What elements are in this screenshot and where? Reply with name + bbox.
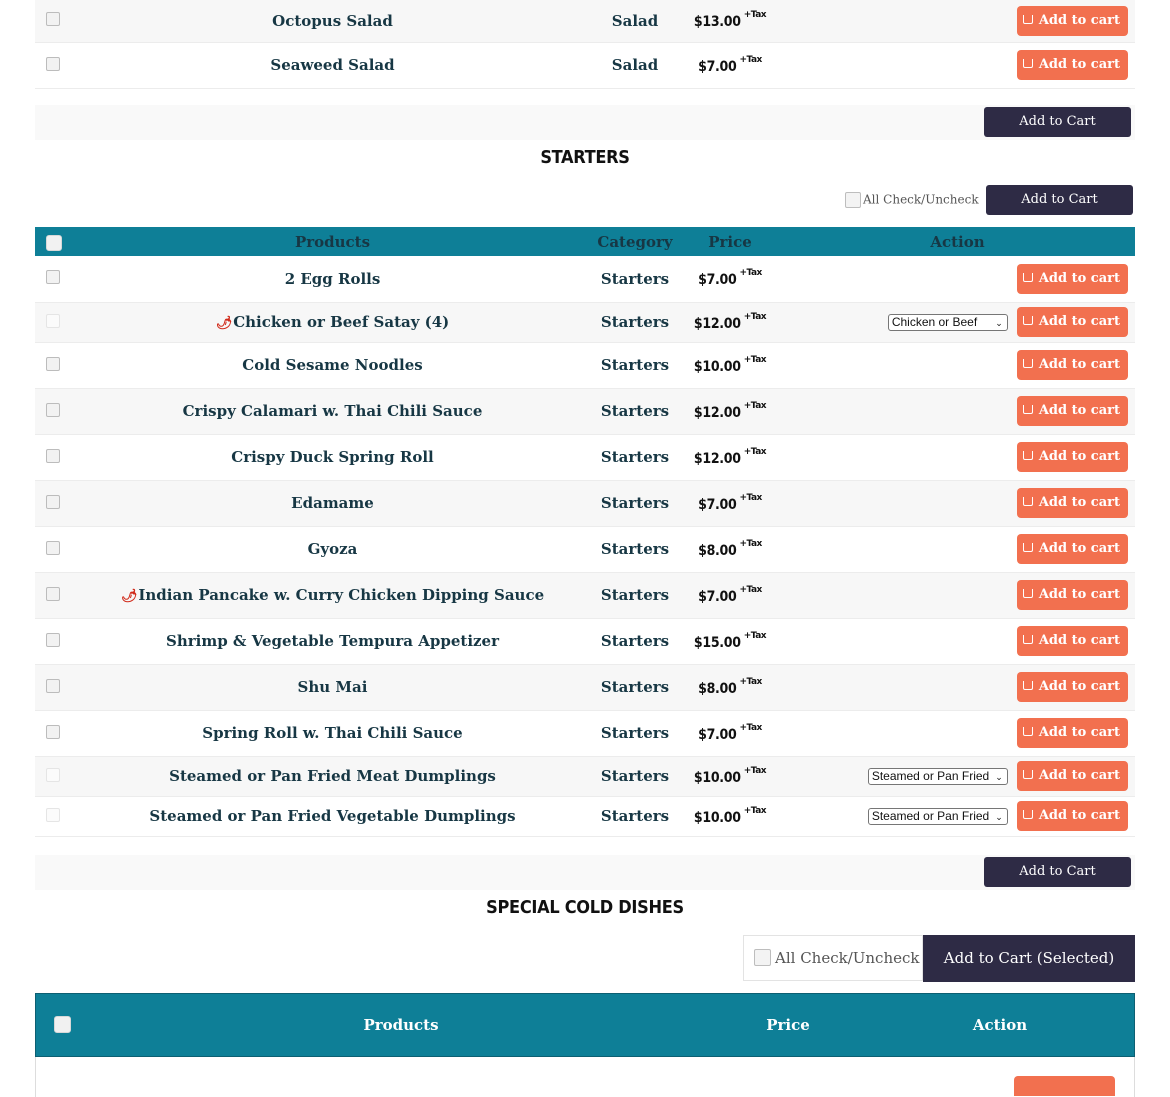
add-to-cart-label: Add to cart — [1038, 57, 1120, 72]
table-row — [35, 256, 1135, 302]
product-category: Starters — [600, 767, 670, 785]
row-checkbox[interactable] — [46, 808, 60, 822]
tax-note: +Tax — [743, 446, 767, 457]
cart-icon — [1023, 727, 1033, 736]
product-category: Starters — [600, 494, 670, 512]
row-action — [780, 0, 1135, 42]
cart-icon — [1023, 359, 1033, 368]
add-to-cart-button[interactable] — [1017, 488, 1128, 518]
add-to-cart-button[interactable] — [1017, 718, 1128, 748]
add-to-cart-label: Add to cart — [1038, 495, 1120, 510]
product-name — [75, 572, 590, 618]
add-to-cart-label: Add to cart — [1038, 403, 1120, 418]
product-name — [75, 618, 590, 664]
product-price — [680, 302, 780, 342]
special-check-all-label: All Check/Uncheck — [775, 949, 920, 967]
cart-icon — [1023, 15, 1033, 24]
price-amount: $7.00 — [698, 58, 737, 75]
add-to-cart-label: Add to cart — [1038, 768, 1120, 783]
option-select[interactable] — [868, 808, 1008, 825]
tax-note: +Tax — [739, 676, 762, 687]
special-check-all-checkbox[interactable] — [754, 949, 771, 966]
cart-icon — [1023, 451, 1033, 460]
row-action — [780, 302, 1135, 342]
table-row — [35, 664, 1135, 710]
price-amount: $10.00 — [693, 769, 741, 786]
product-name-text: Cold Sesame Noodles — [242, 356, 423, 374]
add-to-cart-button[interactable] — [1017, 50, 1128, 80]
row-checkbox[interactable] — [46, 314, 60, 328]
row-checkbox[interactable] — [46, 633, 60, 647]
product-price — [680, 710, 780, 756]
table-row — [35, 710, 1135, 756]
product-price — [680, 434, 780, 480]
row-checkbox[interactable] — [46, 541, 60, 555]
row-action — [780, 710, 1135, 756]
special-add-to-cart-button[interactable] — [1014, 1076, 1115, 1096]
special-col-products: Products — [363, 1016, 439, 1034]
starters-table-wrap — [35, 227, 1135, 837]
product-price — [680, 42, 780, 88]
table-row — [35, 388, 1135, 434]
add-selected-button[interactable]: Add to Cart (Selected) — [984, 107, 1131, 137]
product-name-text: Indian Pancake w. Curry Chicken Dipping Sauce — [138, 586, 545, 604]
product-price — [680, 480, 780, 526]
row-action — [780, 756, 1135, 796]
table-row — [35, 618, 1135, 664]
table-row — [35, 480, 1135, 526]
tax-note: +Tax — [739, 538, 762, 549]
table-row — [35, 0, 1135, 42]
starters-check-all[interactable] — [845, 192, 979, 208]
price-amount: $7.00 — [698, 496, 737, 513]
cart-icon — [1023, 770, 1033, 779]
product-category: Starters — [600, 402, 670, 420]
row-action — [780, 388, 1135, 434]
row-action — [780, 618, 1135, 664]
product-name — [75, 388, 590, 434]
section-title-starters: STARTERS — [540, 147, 630, 168]
price-amount: $8.00 — [698, 680, 737, 697]
product-name-text: Edamame — [291, 494, 374, 512]
product-price — [680, 618, 780, 664]
product-price — [680, 388, 780, 434]
product-name — [75, 526, 590, 572]
chevron-down-icon: ⌄ — [995, 771, 1003, 782]
tax-note: +Tax — [743, 10, 767, 21]
product-category: Starters — [600, 356, 670, 374]
price-amount: $12.00 — [693, 315, 741, 332]
table-row — [35, 526, 1135, 572]
product-category: Starters — [600, 448, 670, 466]
add-to-cart-button[interactable] — [1017, 307, 1128, 337]
product-name-text: Spring Roll w. Thai Chili Sauce — [202, 724, 463, 742]
add-to-cart-button[interactable] — [1017, 350, 1128, 380]
add-to-cart-label: Add to cart — [1038, 357, 1120, 372]
row-checkbox[interactable] — [46, 495, 60, 509]
product-name-text: Gyoza — [307, 540, 358, 558]
table-row — [35, 572, 1135, 618]
chili-pepper-icon: 🌶 — [120, 589, 138, 604]
product-name-text: Shu Mai — [297, 678, 368, 696]
cart-icon — [1023, 405, 1033, 414]
row-checkbox[interactable] — [46, 12, 60, 26]
price-amount: $13.00 — [693, 14, 741, 31]
price-amount: $12.00 — [693, 450, 741, 467]
add-to-cart-label: Add to cart — [1038, 541, 1120, 556]
price-amount: $7.00 — [698, 272, 737, 289]
table-row — [35, 42, 1135, 88]
product-name-text: Octopus Salad — [272, 11, 393, 30]
add-to-cart-label: Add to cart — [1038, 679, 1120, 694]
add-to-cart-label: Add to cart — [1038, 808, 1120, 823]
option-select[interactable] — [888, 314, 1008, 331]
col-action: Action — [930, 232, 985, 251]
tax-note: +Tax — [739, 268, 762, 279]
starters-add-selected-button[interactable]: Add to Cart (Selected) — [986, 185, 1133, 215]
product-name-text: Steamed or Pan Fried Vegetable Dumplings — [149, 807, 516, 825]
check-all-label: All Check/Uncheck — [863, 192, 979, 207]
price-amount: $15.00 — [693, 634, 741, 651]
row-checkbox[interactable] — [46, 270, 60, 284]
row-checkbox[interactable] — [46, 357, 60, 371]
product-category: Salad — [611, 11, 659, 30]
row-checkbox[interactable] — [46, 679, 60, 693]
row-checkbox[interactable] — [46, 768, 60, 782]
add-to-cart-label: Add to cart — [1038, 314, 1120, 329]
add-to-cart-button[interactable] — [1017, 6, 1128, 36]
chili-pepper-icon: 🌶 — [215, 316, 233, 331]
product-price — [680, 664, 780, 710]
product-category: Starters — [600, 724, 670, 742]
cart-icon — [1023, 316, 1033, 325]
product-price — [680, 526, 780, 572]
product-category: Starters — [600, 586, 670, 604]
tax-note: +Tax — [739, 722, 762, 733]
product-category: Starters — [600, 632, 670, 650]
row-checkbox[interactable] — [46, 587, 60, 601]
tax-note: +Tax — [743, 400, 767, 411]
product-name — [75, 796, 590, 836]
row-checkbox[interactable] — [46, 449, 60, 463]
option-select-value: Chicken or Beef — [891, 314, 978, 329]
col-price: Price — [708, 232, 752, 251]
add-to-cart-button[interactable] — [1017, 580, 1128, 610]
row-action — [780, 480, 1135, 526]
tax-note: +Tax — [739, 54, 762, 65]
product-name — [75, 256, 590, 302]
product-name-text: Chicken or Beef Satay (4) — [233, 313, 450, 331]
product-name — [75, 710, 590, 756]
price-amount: $8.00 — [698, 542, 737, 559]
product-name — [75, 664, 590, 710]
salad-table — [35, 0, 1135, 89]
row-checkbox[interactable] — [46, 403, 60, 417]
product-category: Starters — [600, 540, 670, 558]
tax-note: +Tax — [743, 805, 767, 816]
check-all-checkbox[interactable] — [845, 192, 861, 208]
starters-bottom-add-selected-button[interactable]: Add to Cart (Selected) — [984, 857, 1131, 887]
row-checkbox[interactable] — [46, 57, 60, 71]
special-table-header — [35, 993, 1135, 1057]
row-action — [780, 434, 1135, 480]
price-amount: $7.00 — [698, 726, 737, 743]
row-checkbox[interactable] — [46, 725, 60, 739]
product-category: Starters — [600, 678, 670, 696]
option-select[interactable] — [868, 768, 1008, 785]
row-action — [780, 796, 1135, 836]
price-amount: $12.00 — [693, 404, 741, 421]
product-category: Starters — [600, 807, 670, 825]
product-price — [680, 342, 780, 388]
add-to-cart-button[interactable] — [1017, 672, 1128, 702]
product-category: Starters — [600, 269, 670, 288]
row-action — [780, 256, 1135, 302]
special-first-row — [35, 1057, 1135, 1097]
col-category: Category — [597, 232, 673, 251]
add-to-cart-button[interactable] — [1017, 801, 1128, 831]
add-to-cart-label: Add to cart — [1038, 12, 1120, 28]
row-action — [780, 342, 1135, 388]
product-name-text: Crispy Calamari w. Thai Chili Sauce — [182, 402, 483, 420]
price-amount: $10.00 — [693, 809, 741, 826]
table-row — [35, 434, 1135, 480]
product-name-text: Crispy Duck Spring Roll — [231, 448, 434, 466]
product-name — [75, 480, 590, 526]
option-select-value: Steamed or Pan Fried — [871, 768, 990, 783]
product-category: Salad — [611, 56, 659, 74]
product-category: Starters — [600, 313, 670, 331]
special-check-all-box[interactable] — [743, 935, 923, 981]
product-price — [680, 572, 780, 618]
add-to-cart-label: Add to cart — [1038, 633, 1120, 648]
tax-note: +Tax — [739, 492, 762, 503]
product-name — [75, 42, 590, 88]
table-row — [35, 796, 1135, 836]
table-row — [35, 342, 1135, 388]
starters-table-header — [35, 227, 1135, 256]
table-row — [35, 756, 1135, 796]
tax-note: +Tax — [743, 311, 767, 322]
product-name-text: Shrimp & Vegetable Tempura Appetizer — [166, 632, 499, 650]
col-products: Products — [294, 232, 371, 251]
add-to-cart-button[interactable] — [1017, 442, 1128, 472]
add-to-cart-button[interactable] — [1017, 534, 1128, 564]
row-action — [780, 664, 1135, 710]
cart-icon — [1023, 543, 1033, 552]
product-name — [75, 756, 590, 796]
product-name — [75, 302, 590, 342]
add-to-cart-label: Add to cart — [1038, 587, 1120, 602]
product-name-text: Seaweed Salad — [270, 56, 395, 74]
product-price — [680, 756, 780, 796]
tax-note: +Tax — [743, 765, 767, 776]
special-col-price: Price — [766, 1016, 810, 1034]
salad-table-tail — [35, 0, 1135, 89]
special-header-checkbox[interactable] — [54, 1016, 71, 1033]
row-action — [780, 42, 1135, 88]
add-to-cart-button[interactable] — [1017, 264, 1128, 294]
product-price — [680, 256, 780, 302]
add-to-cart-label: Add to cart — [1038, 449, 1120, 464]
add-to-cart-label: Add to cart — [1038, 725, 1120, 740]
row-action — [780, 572, 1135, 618]
cart-icon — [1023, 59, 1033, 68]
special-add-selected-button[interactable]: Add to Cart (Selected) — [923, 935, 1135, 982]
cart-icon — [1023, 497, 1033, 506]
tax-note: +Tax — [743, 630, 767, 641]
product-name — [75, 434, 590, 480]
option-select-value: Steamed or Pan Fried — [871, 808, 990, 823]
product-price — [680, 0, 780, 42]
cart-icon — [1023, 589, 1033, 598]
price-amount: $10.00 — [693, 358, 741, 375]
product-name-text: Steamed or Pan Fried Meat Dumplings — [169, 767, 496, 785]
add-to-cart-button[interactable] — [1017, 396, 1128, 426]
tax-note: +Tax — [739, 584, 762, 595]
header-select-all-checkbox[interactable] — [46, 235, 62, 251]
cart-icon — [1023, 273, 1033, 282]
table-row — [35, 302, 1135, 342]
product-price — [680, 796, 780, 836]
add-to-cart-button[interactable] — [1017, 626, 1128, 656]
product-name — [75, 342, 590, 388]
add-to-cart-label: Add to cart — [1038, 270, 1120, 286]
row-action — [780, 526, 1135, 572]
chevron-down-icon: ⌄ — [995, 811, 1003, 822]
tax-note: +Tax — [743, 354, 767, 365]
product-name — [75, 0, 590, 42]
product-name-text: 2 Egg Rolls — [284, 269, 381, 288]
section-title-special-cold: SPECIAL COLD DISHES — [486, 897, 684, 918]
price-amount: $7.00 — [698, 588, 737, 605]
special-col-action: Action — [972, 1016, 1028, 1034]
add-to-cart-button[interactable] — [1017, 761, 1128, 791]
cart-icon — [1023, 681, 1033, 690]
chevron-down-icon: ⌄ — [995, 317, 1003, 328]
cart-icon — [1023, 810, 1033, 819]
cart-icon — [1023, 635, 1033, 644]
starters-table — [35, 227, 1135, 837]
